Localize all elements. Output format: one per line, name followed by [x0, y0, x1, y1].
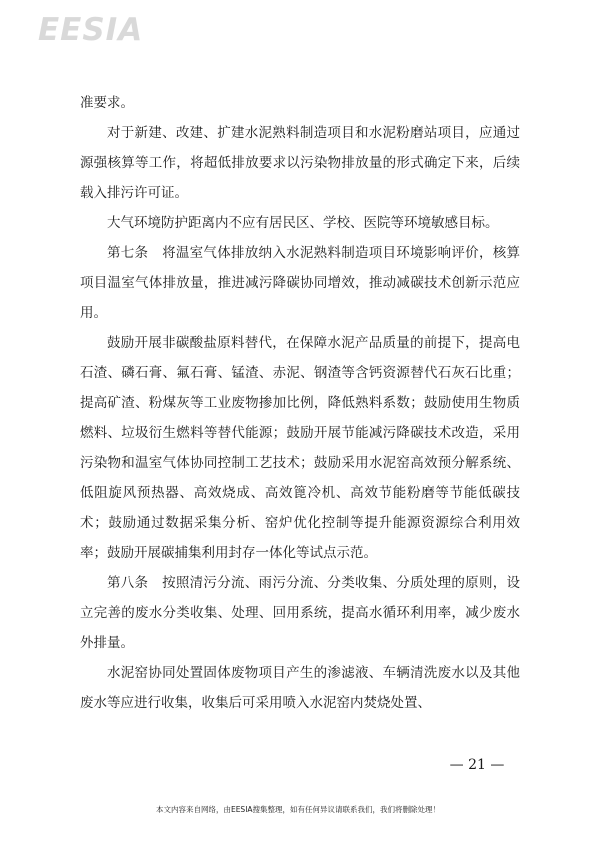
- paragraph-1: [80, 88, 520, 118]
- page-number: — 21 —: [449, 757, 505, 773]
- paragraph-text: 按照清污分流、雨污分流、分类收集、分质处理的原则，设立完善的废水分类收集、处理、回用系统，提高水循环利用率，减少废水外排量。: [80, 575, 521, 651]
- paragraph-text: 大气环境防护距离内不应有居民区、学校、医院等环境敏感目标。: [107, 215, 499, 231]
- paragraph-text: 对于新建、改建、扩建水泥熟料制造项目和水泥粉磨站项目，应通过源强核算等工作，将超低排放要求以污染物排放量的形式确定下来，后续载入排污许可证。: [80, 125, 520, 201]
- paragraph-7: [80, 658, 520, 718]
- article-8-title: 第八条: [107, 575, 149, 591]
- eesia-logo: EESIA: [38, 12, 144, 48]
- document-body: [80, 88, 520, 718]
- article-7-paragraph: [80, 238, 520, 328]
- paragraph-text: 鼓励开展非碳酸盐原料替代，在保障水泥产品质量的前提下，提高电石渣、磷石膏、氟石膏、锰渣、赤泥、钢渣等含钙资源替代石灰石比重；提高矿渣、粉煤灰等工业废物掺加比例，降低熟料系数；鼓励使用生物质燃料、垃圾衍生燃料等替代能源；鼓励开展节能减污降碳技术改造，采用污染物和温室气体协同控制工艺技术；鼓励采用水泥窑高效预分解系统、低阻旋风预热器、高效烧成、高效篦冷机、高效节能粉磨等节能低碳技术；鼓励通过数据采集分析、窑炉优化控制等提升能源资源综合利用效率；鼓励开展碳捕集利用封存一体化等试点示范。: [80, 335, 520, 561]
- article-spacer: [148, 575, 162, 591]
- paragraph-2: [80, 118, 520, 208]
- article-spacer: [148, 245, 162, 261]
- paragraph-text: 水泥窑协同处置固体废物项目产生的渗滤液、车辆清洗废水以及其他废水等应进行收集，收集后可采用喷入水泥窑内焚烧处置、: [80, 665, 520, 711]
- footer-disclaimer: 本文内容来自网络，由EESIA搜集整理，如有任何异议请联系我们，我们将删除处理！: [155, 805, 441, 814]
- paragraph-3: [80, 208, 520, 238]
- paragraph-5: [80, 328, 520, 568]
- article-7-title: 第七条: [107, 245, 149, 261]
- paragraph-text: 准要求。: [80, 95, 134, 111]
- paragraph-text: 将温室气体排放纳入水泥熟料制造项目环境影响评价，核算项目温室气体排放量，推进减污降碳协同增效，推动减碳技术创新示范应用。: [80, 245, 521, 321]
- article-8-paragraph: [80, 568, 520, 658]
